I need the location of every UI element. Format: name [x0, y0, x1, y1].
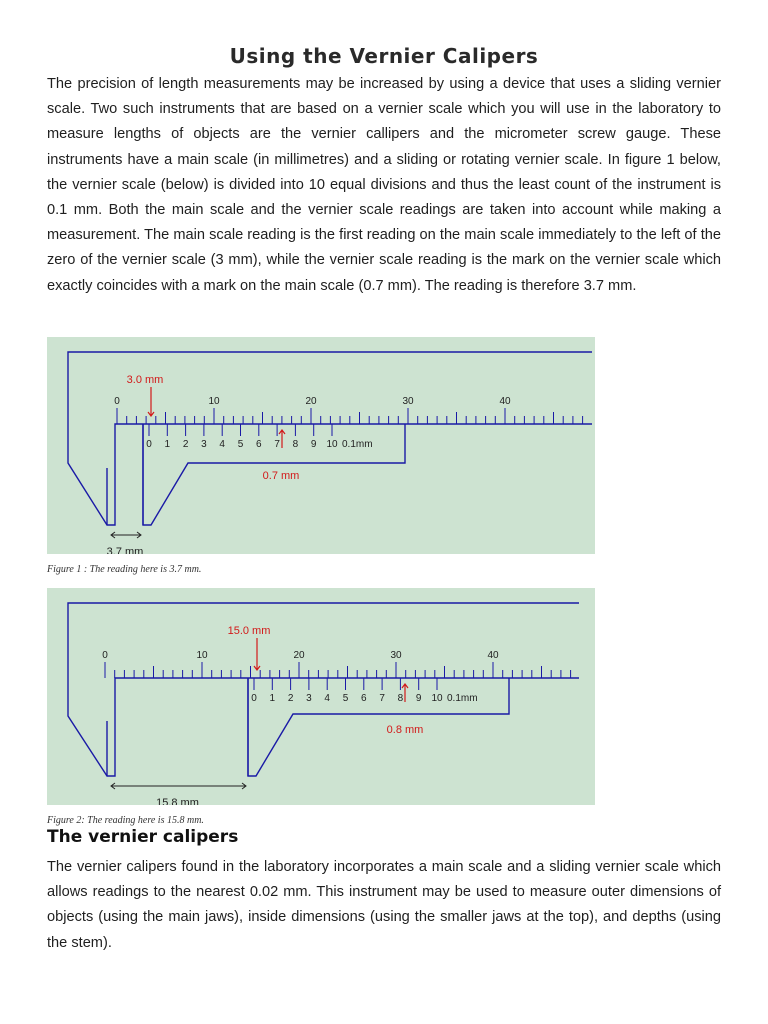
- figure-2-diagram: [47, 588, 595, 805]
- vernier-number: 6: [256, 439, 262, 450]
- main-scale-number: 0: [102, 650, 108, 661]
- main-scale-number: 0: [114, 396, 120, 407]
- main-scale-reading-arrow: [148, 387, 154, 416]
- total-reading-label: 3.7 mm: [106, 546, 144, 554]
- fixed-jaw-outline: [68, 603, 579, 776]
- figure-1-caption: Figure 1 : The reading here is 3.7 mm.: [47, 564, 202, 575]
- main-scale-number: 20: [293, 650, 305, 661]
- figure-2-caption: Figure 2: The reading here is 15.8 mm.: [47, 815, 204, 826]
- vernier-reading-label: 0.7 mm: [262, 470, 300, 482]
- vernier-number: 8: [397, 693, 404, 704]
- main-scale-number: 40: [499, 396, 511, 407]
- main-scale-number: 20: [305, 396, 317, 407]
- vernier-number: 4: [324, 693, 330, 704]
- vernier-number: 8: [292, 439, 299, 450]
- vernier-number: 4: [219, 439, 225, 450]
- section-paragraph: The vernier calipers found in the laboratory incorporates a main scale and a sliding vernier scale which allows readings to the nearest 0.02 mm. This instrument may be used to measure outer dimensions of objects (using the main jaws), inside dimensions (using the smaller jaws at the top), and depths (using the stem).: [47, 859, 721, 951]
- vernier-number: 9: [415, 693, 422, 704]
- vernier-number: 5: [237, 439, 244, 450]
- total-reading-label: 15.8 mm: [156, 797, 199, 805]
- jaw-gap-dimension: [111, 532, 141, 538]
- vernier-number: 2: [287, 693, 294, 704]
- main-scale-number: 10: [196, 650, 208, 661]
- vernier-unit-label: 0.1mm: [342, 439, 373, 450]
- vernier-number: 3: [306, 693, 312, 704]
- vernier-unit-label: 0.1mm: [447, 693, 478, 704]
- vernier-number: 9: [310, 439, 317, 450]
- vernier-number: 10: [431, 693, 443, 704]
- vernier-number: 6: [361, 693, 367, 704]
- main-scale-reading-label: 15.0 mm: [227, 625, 271, 637]
- jaw-gap-dimension: [111, 783, 246, 789]
- main-scale-reading-arrow: [254, 638, 260, 670]
- figure-1: [47, 337, 595, 554]
- vernier-number: 7: [379, 693, 385, 704]
- intro-paragraph: The precision of length measurements may be increased by using a device that uses a sliding vernier scale. Two such instruments that are based on a vernier scale which you will use in the laboratory to measure lengths of objects are the vernier callipers and the micrometer screw gauge. These instruments have a main scale (in millimetres) and a sliding or rotating vernier scale. In figure 1 below, the vernier scale (below) is divided into 10 equal divisions and thus the least count of the instrument is 0.1 mm. Both the main scale and the vernier scale readings are taken into account while making a measurement. The main scale reading is the first reading on the main scale immediately to the left of the zero of the vernier scale (3 mm), while the vernier scale reading is the mark on the vernier scale which exactly coincides with a mark on the main scale (0.7 mm). The reading is therefore 3.7 mm.: [47, 76, 721, 294]
- page-title: Using the Vernier Calipers: [229, 44, 539, 68]
- main-scale-number: 30: [402, 396, 414, 407]
- vernier-number: 5: [342, 693, 349, 704]
- vernier-number: 2: [182, 439, 189, 450]
- vernier-number: 3: [201, 439, 207, 450]
- vernier-number: 10: [326, 439, 338, 450]
- vernier-number: 7: [274, 439, 280, 450]
- vernier-number: 1: [164, 439, 171, 450]
- vernier-number: 1: [269, 693, 276, 704]
- vernier-number: 0: [251, 693, 257, 704]
- figure-1-diagram: [47, 337, 595, 554]
- main-scale-number: 30: [390, 650, 402, 661]
- vernier-coincidence-arrow: [279, 430, 285, 448]
- vernier-reading-label: 0.8 mm: [386, 724, 424, 736]
- main-scale-number: 10: [208, 396, 220, 407]
- main-scale-reading-label: 3.0 mm: [126, 374, 164, 386]
- main-scale-number: 40: [487, 650, 499, 661]
- section-heading: The vernier calipers: [47, 827, 239, 847]
- vernier-number: 0: [146, 439, 152, 450]
- figure-2: [47, 588, 595, 805]
